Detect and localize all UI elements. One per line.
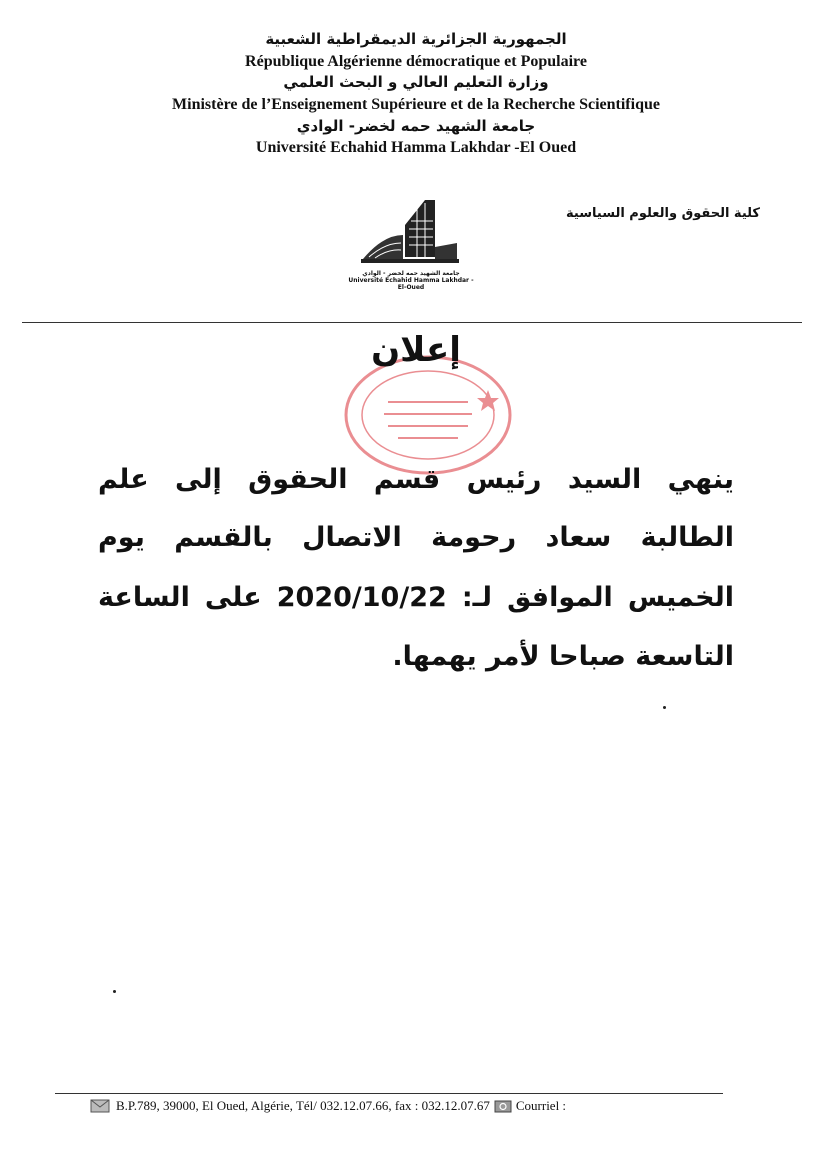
footer-divider bbox=[55, 1093, 723, 1094]
faculty-name: كلية الحقوق والعلوم السياسية bbox=[566, 206, 760, 221]
speck bbox=[663, 706, 666, 709]
announcement-title: إعلان bbox=[371, 330, 461, 370]
announcement-line-4: التاسعة صباحا لأمر يهمها. bbox=[392, 641, 734, 672]
announcement-line-1: ينهي السيد رئيس قسم الحقوق إلى علم bbox=[98, 464, 734, 495]
header-divider bbox=[22, 322, 802, 323]
header-republic-ar: الجمهورية الجزائرية الديمقراطية الشعبية bbox=[265, 30, 567, 48]
logo-caption-fr: Université Echahid Hamma Lakhdar - El-Oued bbox=[348, 277, 474, 291]
header-university-fr: Université Echahid Hamma Lakhdar -El Oued bbox=[255, 139, 577, 156]
logo-caption bbox=[348, 270, 474, 291]
header-university-ar: جامعة الشهيد حمه لخضر- الوادي bbox=[296, 117, 536, 135]
footer bbox=[90, 1098, 790, 1114]
announcement-line-2: الطالبة سعاد رحومة الاتصال بالقسم يوم bbox=[98, 522, 734, 553]
speck bbox=[113, 990, 116, 993]
logo-caption-ar: جامعة الشهيد حمه لخضر - الوادي bbox=[362, 270, 460, 277]
announcement-line-3: الخميس الموافق لـ: 2020/10/22 على الساعة bbox=[98, 582, 735, 613]
header-ministry-ar: وزارة التعليم العالي و البحث العلمي bbox=[283, 73, 549, 91]
header-republic-fr: République Algérienne démocratique et Populaire bbox=[245, 53, 587, 70]
email-icon bbox=[494, 1099, 512, 1113]
header-ministry-fr: Ministère de l’Enseignement Supérieure et de la Recherche Scientifique bbox=[172, 96, 660, 113]
footer-email-label: Courriel : bbox=[515, 1098, 567, 1113]
envelope-icon bbox=[90, 1099, 110, 1113]
footer-address: B.P.789, 39000, El Oued, Algérie, Tél/ 032.12.07.66, fax : 032.12.07.67 bbox=[116, 1098, 490, 1113]
